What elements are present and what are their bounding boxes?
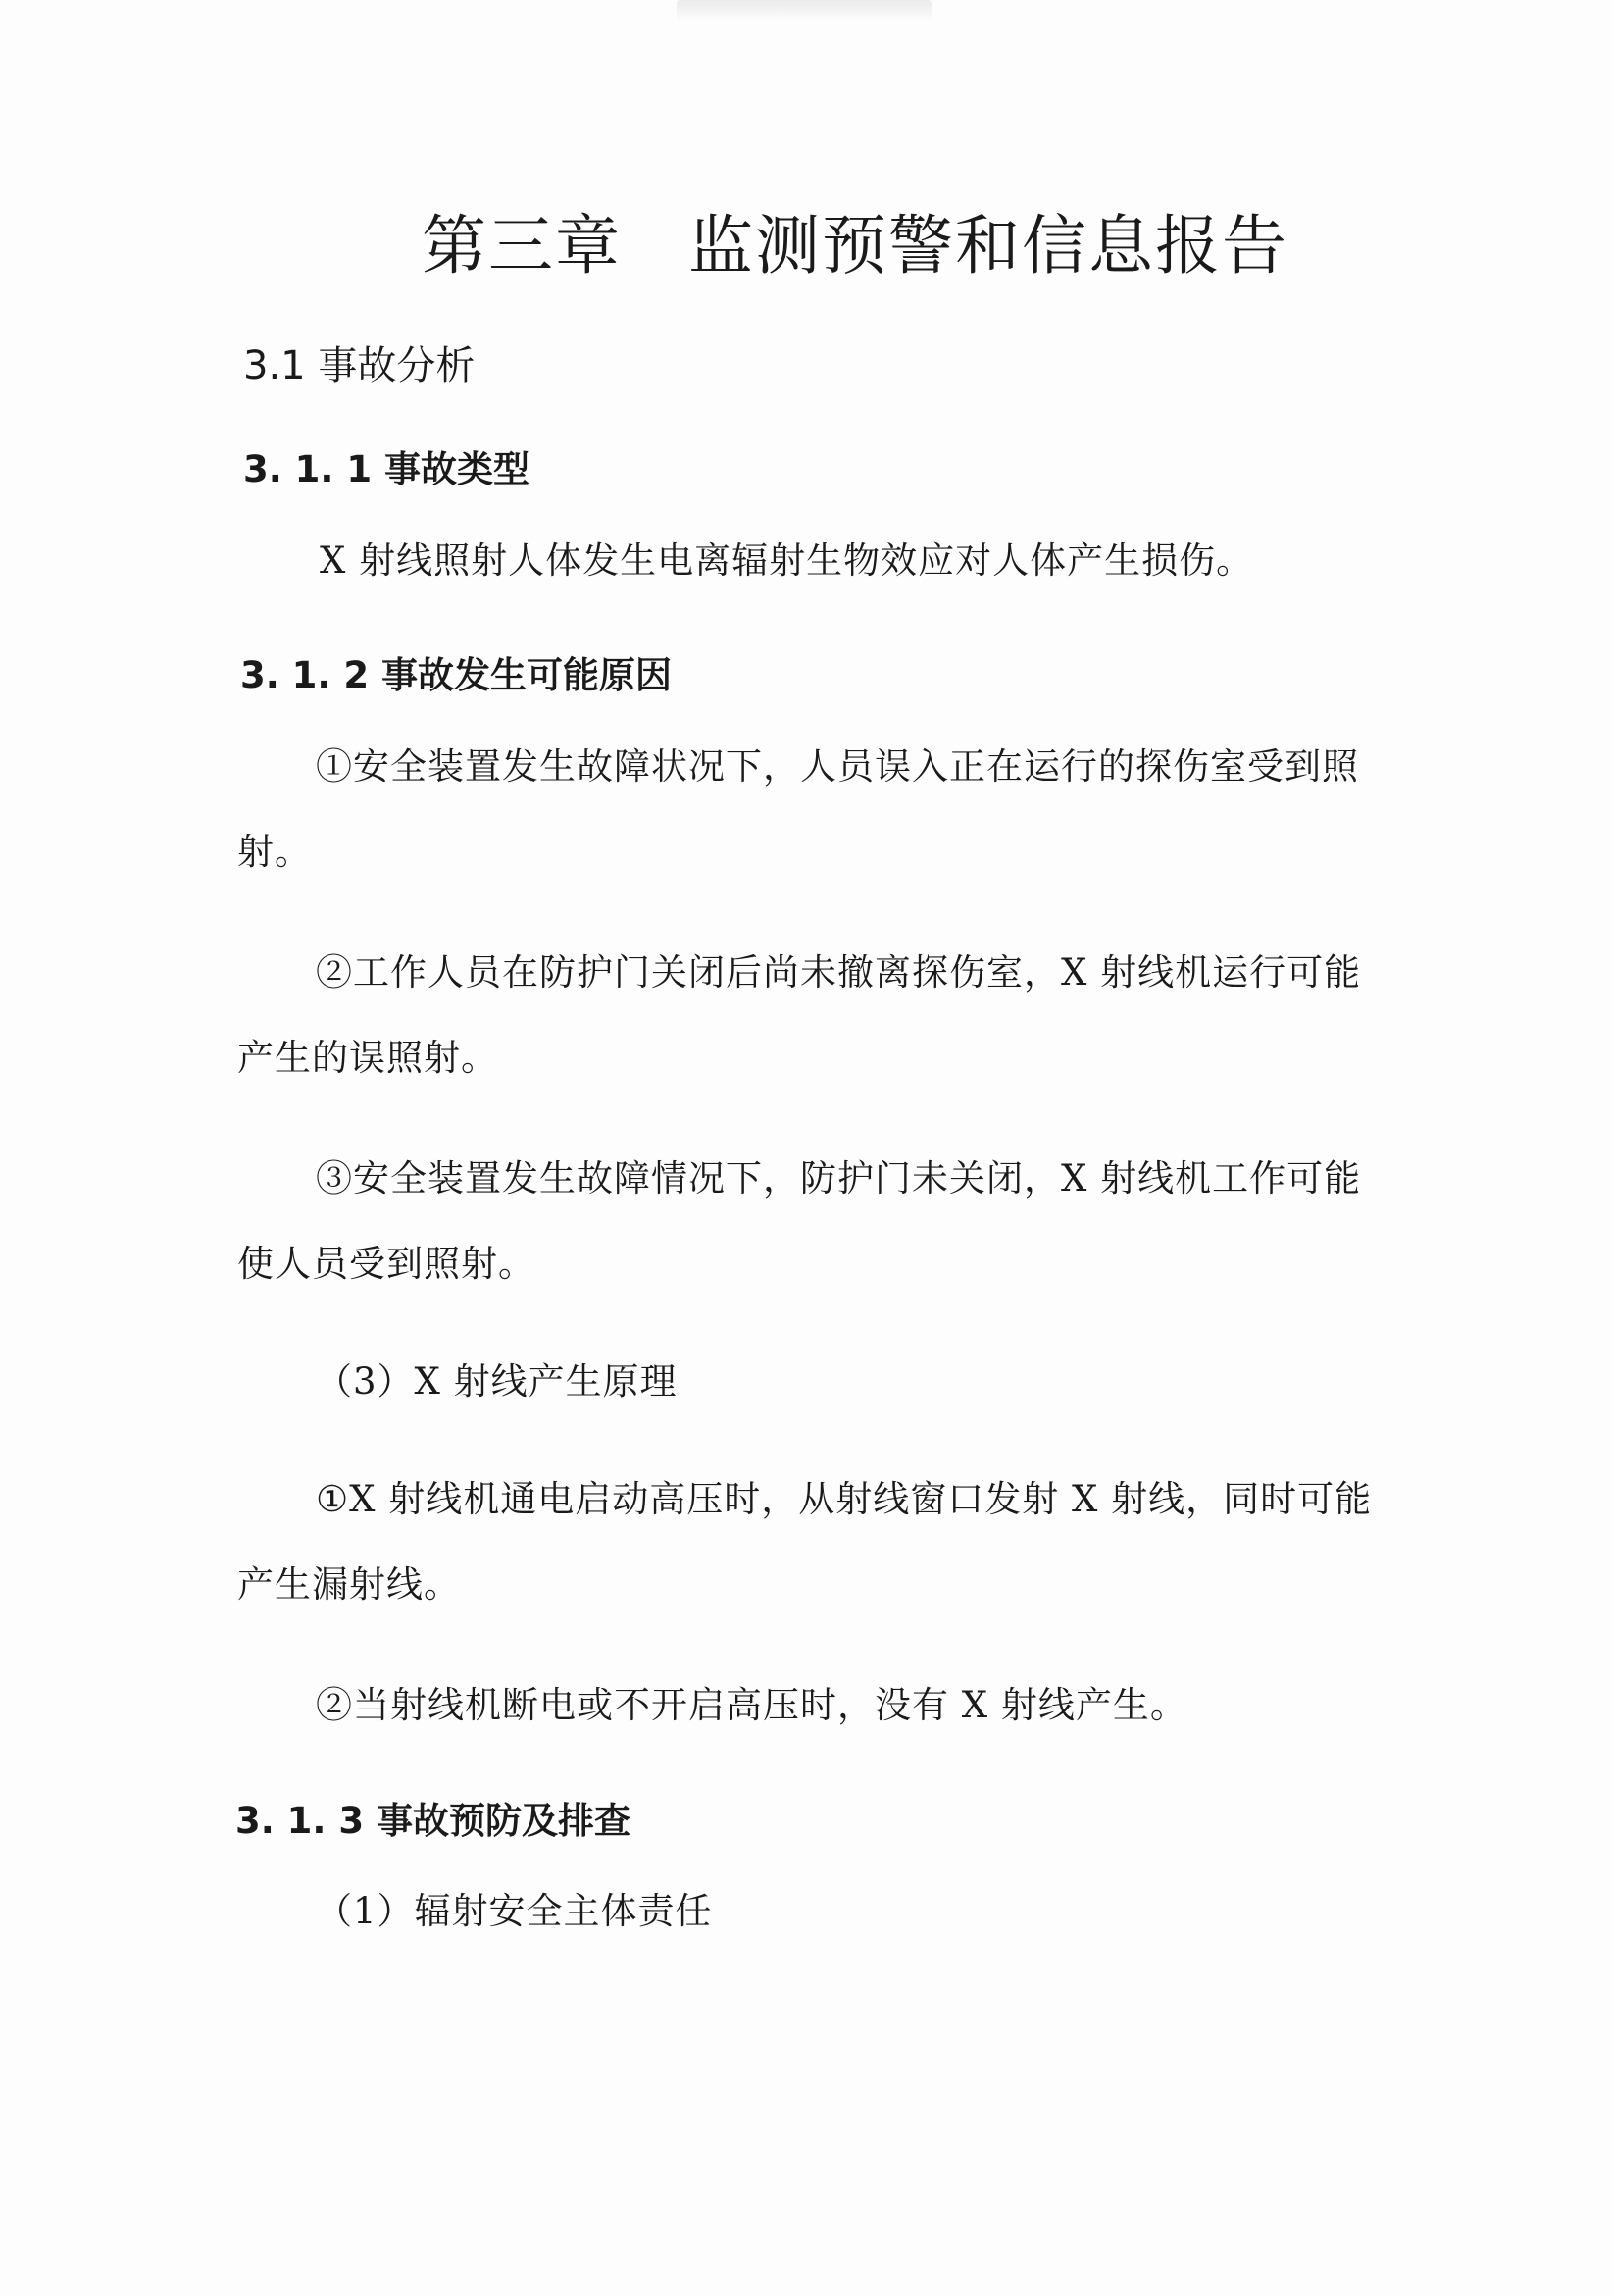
section-heading-3-1-3: 3. 1. 3 事故预防及排查 bbox=[235, 1800, 630, 1842]
paragraph-accident-type: X 射线照射人体发生电离辐射生物效应对人体产生损伤。 bbox=[320, 539, 1254, 582]
scan-artifact bbox=[677, 0, 932, 22]
cause-1-line-1: ①安全装置发生故障状况下，人员误入正在运行的探伤室受到照 bbox=[316, 745, 1359, 788]
principle-heading: （3）X 射线产生原理 bbox=[316, 1360, 678, 1403]
cause-2-line-2: 产生的误照射。 bbox=[237, 1037, 498, 1079]
cause-3-line-2: 使人员受到照射。 bbox=[237, 1243, 535, 1285]
principle-1-line-2: 产生漏射线。 bbox=[237, 1563, 461, 1606]
section-heading-3-1: 3.1 事故分析 bbox=[243, 343, 476, 388]
cause-2-line-1: ②工作人员在防护门关闭后尚未撤离探伤室，X 射线机运行可能 bbox=[316, 951, 1362, 994]
chapter-title: 第三章 监测预警和信息报告 bbox=[422, 208, 1288, 283]
principle-2-line-1: ②当射线机断电或不开启高压时，没有 X 射线产生。 bbox=[316, 1684, 1187, 1726]
section-heading-3-1-1: 3. 1. 1 事故类型 bbox=[243, 448, 529, 490]
cause-1-line-2: 射。 bbox=[237, 831, 312, 873]
section-heading-3-1-2: 3. 1. 2 事故发生可能原因 bbox=[240, 654, 672, 696]
principle-1-line-1: ①X 射线机通电启动高压时，从射线窗口发射 X 射线，同时可能 bbox=[316, 1478, 1373, 1520]
subitem-1: （1）辐射安全主体责任 bbox=[316, 1890, 713, 1932]
cause-3-line-1: ③安全装置发生故障情况下，防护门未关闭，X 射线机工作可能 bbox=[316, 1157, 1362, 1199]
